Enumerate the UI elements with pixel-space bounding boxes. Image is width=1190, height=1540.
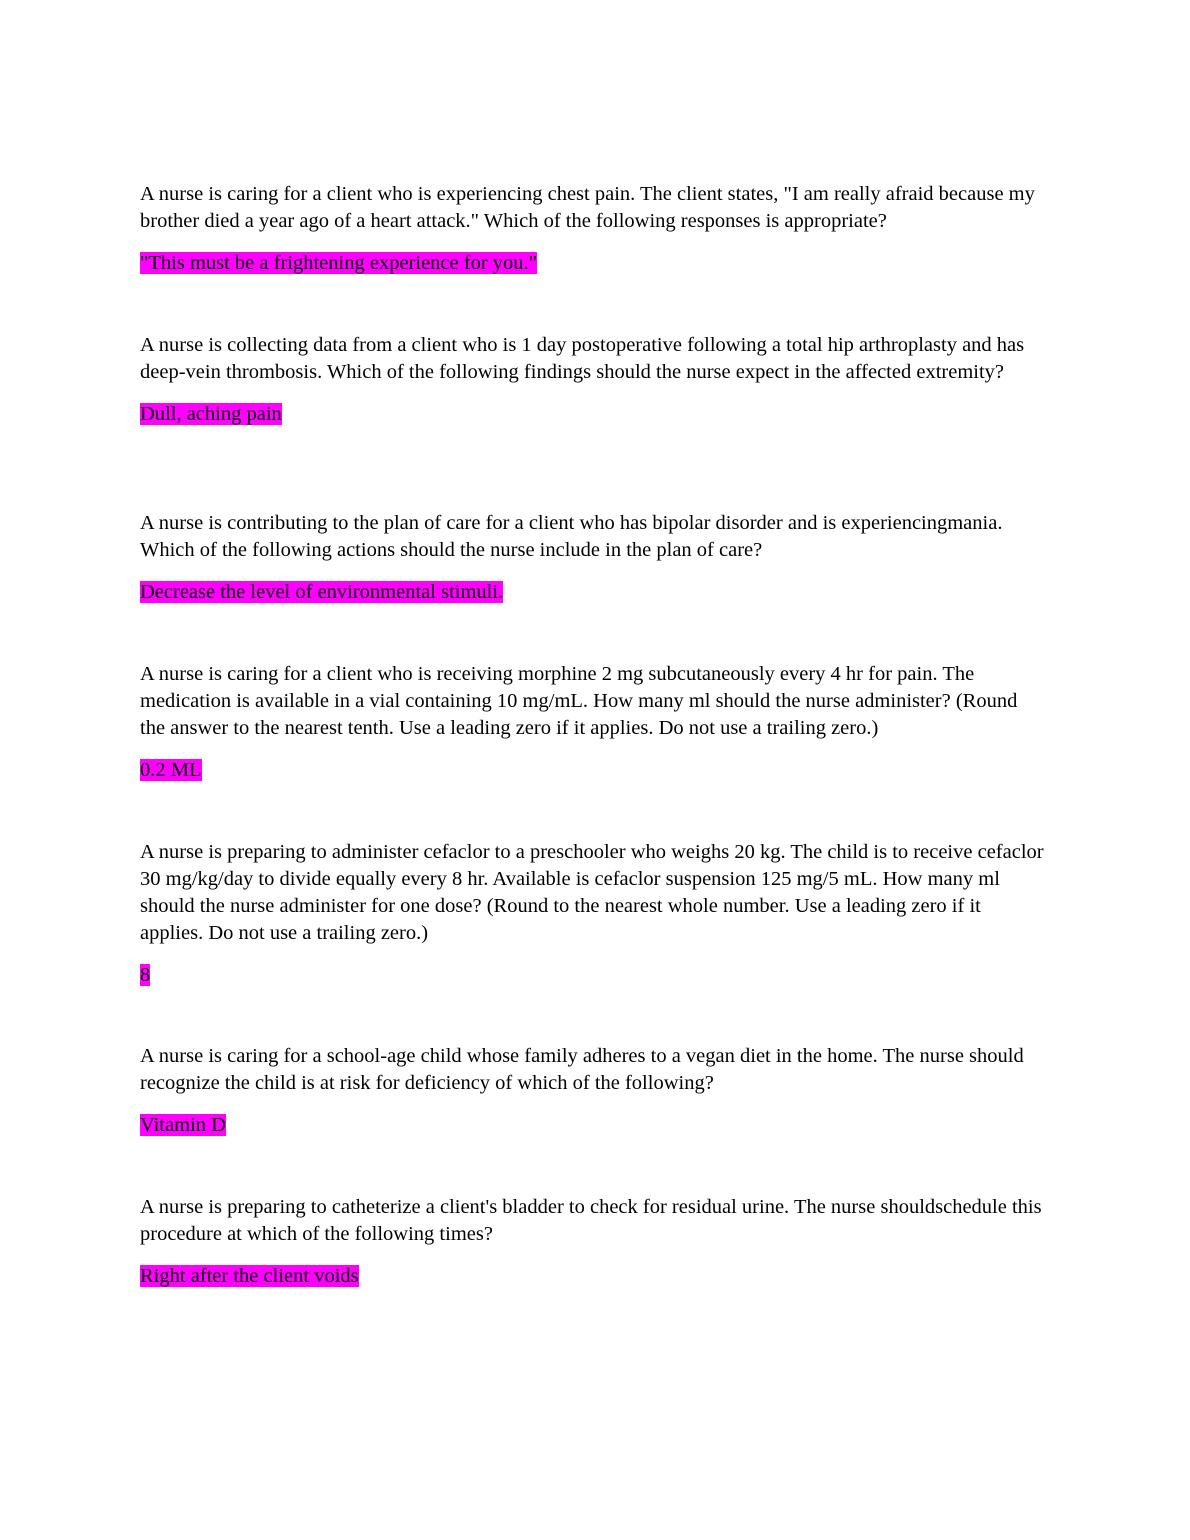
answer-line	[140, 1263, 1045, 1289]
answer-line	[140, 401, 1045, 427]
highlighted-answer: "This must be a frightening experience for you."	[140, 252, 538, 274]
question-block-6	[140, 1043, 1045, 1138]
highlighted-answer: Right after the client voids	[140, 1265, 359, 1287]
question-text: A nurse is caring for a client who is receiving morphine 2 mg subcutaneously every 4 hr for pain. The medication is available in a vial containing 10 mg/mL. How many ml should the nurse administer? (Round the answer to the nearest tenth. Use a leading zero if it applies. Do not use a trailing zero.)	[140, 663, 1018, 739]
question-text: A nurse is preparing to administer cefaclor to a preschooler who weighs 20 kg. The child is to receive cefaclor 30 mg/kg/day to divide equally every 8 hr. Available is cefaclor suspension 125 mg/5 mL. How many ml should the nurse administer for one dose? (Round to the nearest whole number. Use a leading zero if it applies. Do not use a trailing zero.)	[140, 841, 1044, 944]
highlighted-answer: 8	[140, 964, 151, 986]
question-text: A nurse is preparing to catheterize a client's bladder to check for residual urine. The nurse shouldschedule this procedure at which of the following times?	[140, 1196, 1042, 1245]
answer-line	[140, 250, 1045, 276]
answer-line	[140, 579, 1045, 605]
question-block-3	[140, 510, 1045, 605]
highlighted-answer: 0.2 ML	[140, 759, 202, 781]
question-text: A nurse is caring for a school-age child whose family adheres to a vegan diet in the home. The nurse should recognize the child is at risk for deficiency of which of the following?	[140, 1045, 1024, 1094]
answer-line	[140, 757, 1045, 783]
answer-line	[140, 1112, 1045, 1138]
highlighted-answer: Vitamin D	[140, 1114, 226, 1136]
question-text: A nurse is caring for a client who is experiencing chest pain. The client states, "I am really afraid because my brother died a year ago of a heart attack." Which of the following responses is appropriate?	[140, 183, 1035, 232]
question-block-2	[140, 332, 1045, 427]
question-text: A nurse is collecting data from a client who is 1 day postoperative following a total hip arthroplasty and has deep-vein thrombosis. Which of the following findings should the nurse expect in the affected extremity?	[140, 334, 1025, 383]
question-block-5	[140, 839, 1045, 988]
question-text: A nurse is contributing to the plan of care for a client who has bipolar disorder and is experiencingmania. Which of the following actions should the nurse include in the plan of care?	[140, 512, 1003, 561]
highlighted-answer: Decrease the level of environmental stimuli.	[140, 581, 504, 603]
question-block-4	[140, 661, 1045, 783]
question-block-7	[140, 1194, 1045, 1289]
answer-line	[140, 962, 1045, 988]
question-block-1	[140, 181, 1045, 276]
highlighted-answer: Dull, aching pain	[140, 403, 282, 425]
